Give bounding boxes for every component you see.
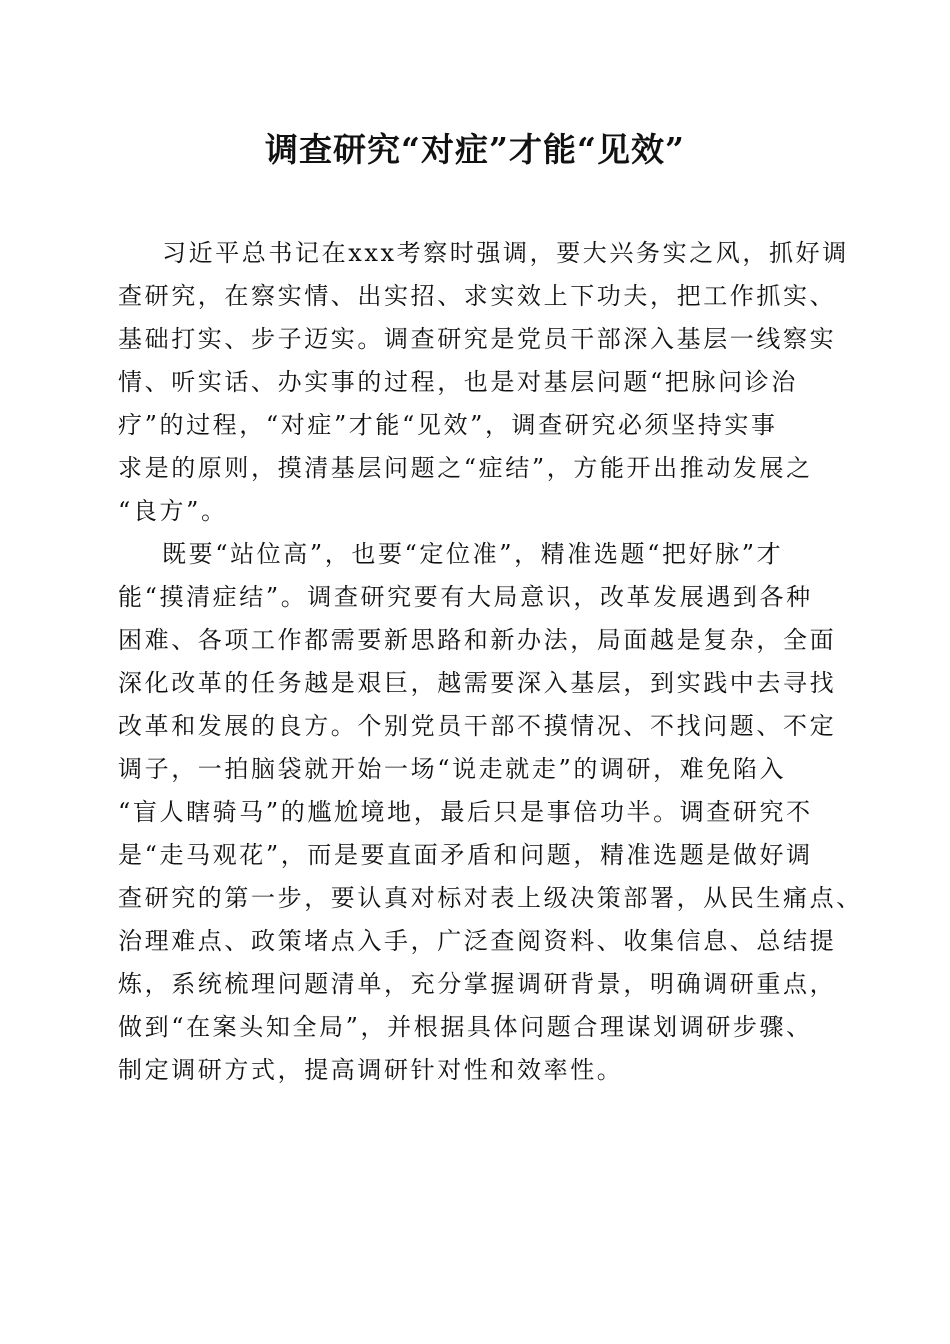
paragraph-line: 既要“站位高”，也要“定位准”，精准选题“把好脉”才 <box>162 540 784 568</box>
document-title: 调查研究“对症”才能“见效” <box>265 130 685 169</box>
paragraph-line: 炼，系统梳理问题清单，充分掌握调研背景，明确调研重点， <box>118 970 837 998</box>
paragraph-line: 能“摸清症结”。调查研究要有大局意识，改革发展遇到各种 <box>118 583 813 611</box>
paragraph-line: 调子，一拍脑袋就开始一场“说走就走”的调研，难免陷入 <box>118 755 787 783</box>
paragraph-line: 做到“在案头知全局”，并根据具体问题合理谋划调研步骤、 <box>118 1013 813 1041</box>
paragraph-line: 是“走马观花”，而是要直面矛盾和问题，精准选题是做好调 <box>118 841 813 869</box>
paragraph-line: “良方”。 <box>118 497 228 525</box>
paragraph-line: 制定调研方式，提高调研针对性和效率性。 <box>118 1056 624 1084</box>
paragraph-line: 习近平总书记在xxx考察时强调，要大兴务实之风，抓好调 <box>162 239 849 267</box>
paragraph-line: 改革和发展的良方。个别党员干部不摸情况、不找问题、不定 <box>118 712 837 740</box>
paragraph-line: 求是的原则，摸清基层问题之“症结”，方能开出推动发展之 <box>118 454 813 482</box>
document-body <box>118 232 863 1092</box>
paragraph-line: “盲人瞎骑马”的尴尬境地，最后只是事倍功半。调查研究不 <box>118 798 813 826</box>
paragraph-1 <box>118 232 853 533</box>
paragraph-line: 查研究的第一步，要认真对标对表上级决策部署，从民生痛点、 <box>118 884 863 912</box>
paragraph-line: 基础打实、步子迈实。调查研究是党员干部深入基层一线察实 <box>118 325 837 353</box>
paragraph-line: 情、听实话、办实事的过程，也是对基层问题“把脉问诊治 <box>118 368 798 396</box>
paragraph-line: 疗”的过程，“对症”才能“见效”，调查研究必须坚持实事 <box>118 411 778 439</box>
paragraph-2 <box>118 533 863 1092</box>
paragraph-line: 治理难点、政策堵点入手，广泛查阅资料、收集信息、总结提 <box>118 927 837 955</box>
paragraph-line: 查研究，在察实情、出实招、求实效上下功夫，把工作抓实、 <box>118 282 837 310</box>
paragraph-line: 困难、各项工作都需要新思路和新办法，局面越是复杂，全面 <box>118 626 837 654</box>
paragraph-line: 深化改革的任务越是艰巨，越需要深入基层，到实践中去寻找 <box>118 669 837 697</box>
